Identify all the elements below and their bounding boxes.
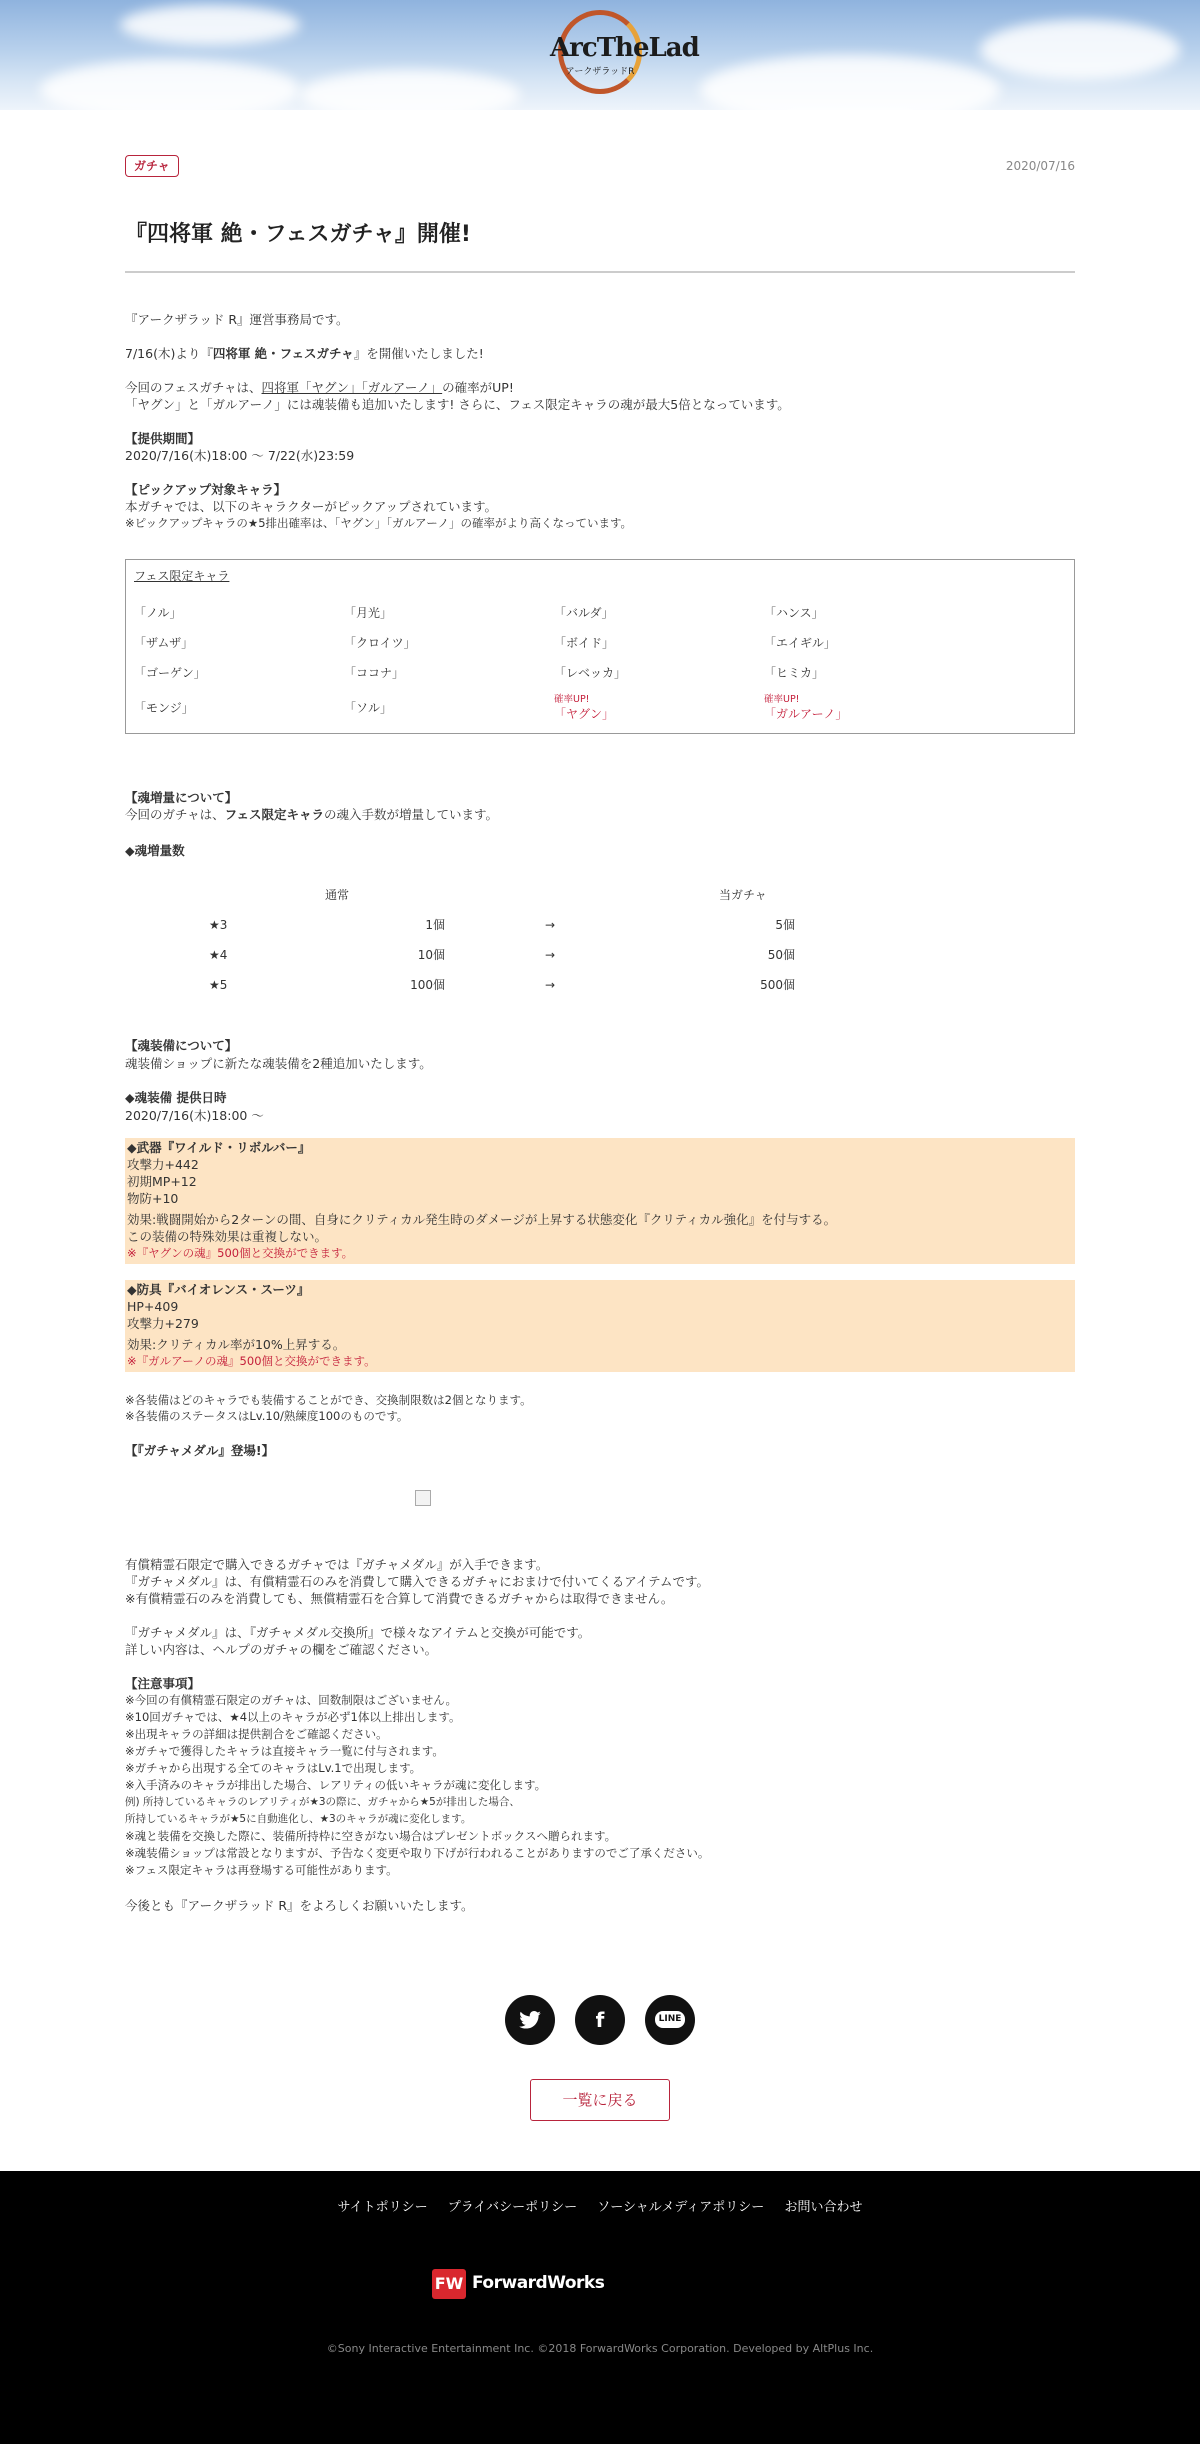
caution-heading: 【注意事項】 <box>125 1675 201 1691</box>
pickup-char: 「レベッカ」 <box>554 666 627 681</box>
twitter-share-button[interactable] <box>505 1995 555 2045</box>
pickup-section <box>125 481 1075 532</box>
footer <box>0 2171 1200 2444</box>
normal-count: 10個 <box>417 948 445 963</box>
soul-table-row <box>125 947 1075 977</box>
caution-item: ※今回の有償精霊石限定のガチャは、回数制限はございません。 <box>125 1693 457 1708</box>
equip-footnotes <box>125 1392 1075 1424</box>
pickup-char: 「ゴーゲン」 <box>134 666 206 681</box>
gacha-count: 5個 <box>775 918 795 933</box>
forwardworks-text: ForwardWorks <box>472 2272 605 2293</box>
armor-effect: 効果:クリティカル率が10%上昇する。 <box>127 1337 346 1353</box>
broken-image-icon <box>415 1490 431 1506</box>
rate-up-line2: 「ヤグン」と「ガルアーノ」には魂装備も追加いたします! さらに、フェス限定キャラの魂が最大5倍となっています。 <box>125 396 790 412</box>
armor-stat: 攻撃力+279 <box>127 1316 199 1332</box>
soul-table-row <box>125 917 1075 947</box>
medal-line: 『ガチャメダル』は、『ガチャメダル交換所』で様々なアイテムと交換が可能です。 <box>125 1624 591 1640</box>
soul-heading: 【魂増量について】 <box>125 789 238 805</box>
col-normal: 通常 <box>325 888 350 903</box>
soul-table-header <box>125 887 1075 917</box>
pickup-char: 「ハンス」 <box>764 606 824 621</box>
logo-text: ArcTheLad <box>550 33 699 63</box>
weapon-exchange-note: ※『ヤグンの魂』500個と交換ができます。 <box>127 1246 354 1261</box>
armor-exchange-note: ※『ガルアーノの魂』500個と交換ができます。 <box>127 1354 376 1369</box>
caution-section <box>125 1675 1075 1915</box>
forwardworks-mark-icon: FW <box>432 2269 466 2299</box>
equip-section <box>125 1037 1075 1424</box>
pickup-char: 「ノル」 <box>134 606 182 621</box>
pickup-char: 「ヒミカ」 <box>764 666 825 681</box>
facebook-icon: f <box>595 2007 605 2032</box>
arrow-icon: → <box>545 978 556 993</box>
pickup-char: 「バルダ」 <box>554 606 614 621</box>
share-buttons <box>125 1995 1075 2045</box>
cloud-decoration <box>700 55 1000 110</box>
weapon-stat: 攻撃力+442 <box>127 1157 199 1173</box>
greeting: 『アークザラッド R』運営事務局です。 <box>125 311 349 327</box>
pickup-grid <box>134 599 1066 729</box>
line-share-button[interactable] <box>645 1995 695 2045</box>
equip-heading: 【魂装備について】 <box>125 1038 238 1054</box>
forwardworks-logo[interactable] <box>432 2269 604 2299</box>
pickup-char: 「エイギル」 <box>764 636 836 651</box>
text-span: 』を開催いたしました! <box>353 345 484 361</box>
caution-item: ※入手済みのキャラが排出した場合、レアリティの低いキャラが魂に変化します。 <box>125 1778 547 1793</box>
soul-section <box>125 789 1075 1008</box>
medal-section <box>125 1442 1075 1658</box>
pickup-char: 「ココナ」 <box>344 666 405 681</box>
caution-item: 所持しているキャラが★5に自動進化し、★3のキャラが魂に変化します。 <box>125 1813 472 1826</box>
period-heading: 【提供期間】 <box>125 430 201 446</box>
weapon-effect: 効果:戦闘開始から2ターンの間、自身にクリティカル発生時のダメージが上昇する状態変化『クリティカル強化』を付与する。 <box>127 1212 837 1228</box>
caution-item: ※魂装備ショップは常設となりますが、予告なく変更や取り下げが行われることがありますのでご了承ください。 <box>125 1846 710 1861</box>
medal-heading: 【『ガチャメダル』登場!】 <box>125 1443 275 1459</box>
caution-list <box>125 1692 1075 1879</box>
line-icon: LINE <box>655 2011 686 2028</box>
text-span: 今回のガチャは、 <box>125 807 225 823</box>
fes-limited-label: フェス限定キャラ <box>224 807 325 823</box>
cloud-decoration <box>120 5 300 45</box>
site-logo[interactable] <box>550 8 699 102</box>
weapon-effect-note: この装備の特殊効果は重複しない。 <box>127 1229 328 1245</box>
text-span: 7/16(木)より『 <box>125 345 213 361</box>
armor-stat: HP+409 <box>127 1299 179 1315</box>
period-section <box>125 430 1075 464</box>
logo-subtext: アークザラッドR <box>565 67 635 77</box>
pickup-note: ※ピックアップキャラの★5排出確率は、「ヤグン」「ガルアーノ」の確率がより高くなっています。 <box>125 515 633 530</box>
normal-count: 1個 <box>425 918 445 933</box>
header-banner <box>0 0 1200 110</box>
rate-up-label: 確率UP! <box>554 694 590 706</box>
cloud-decoration <box>300 70 520 110</box>
twitter-icon <box>519 2011 541 2029</box>
pickup-char-rateup <box>554 689 764 729</box>
article-meta <box>125 155 1075 177</box>
arrow-icon: → <box>545 918 556 933</box>
equip-line: 魂装備ショップに新たな魂装備を2種追加いたします。 <box>125 1055 432 1071</box>
footer-link-social-media-policy[interactable]: ソーシャルメディアポリシー <box>597 2199 765 2215</box>
caution-item: ※10回ガチャでは、★4以上のキャラが必ず1体以上排出します。 <box>125 1710 461 1725</box>
back-wrap <box>125 2079 1075 2121</box>
rate-up-text <box>125 379 1075 413</box>
weapon-stat: 初期MP+12 <box>127 1174 197 1190</box>
pickup-char: 「クロイツ」 <box>344 636 416 651</box>
col-gacha: 当ガチャ <box>719 888 767 903</box>
rate-up-label: 確率UP! <box>764 694 800 706</box>
rarity: ★3 <box>209 918 228 933</box>
medal-line: 『ガチャメダル』は、有償精霊石のみを消費して購入できるガチャにおまけで付いてくるアイテムです。 <box>125 1573 710 1589</box>
equip-date-heading: ◆魂装備 提供日時 <box>125 1090 227 1106</box>
pickup-box <box>125 559 1075 734</box>
pickup-char: 「モンジ」 <box>134 701 194 716</box>
pickup-char-rateup <box>764 689 974 729</box>
article <box>125 110 1075 2121</box>
soul-table-row <box>125 977 1075 1007</box>
rate-up-link[interactable]: 四将軍「ヤグン」「ガルアーノ」 <box>261 379 443 395</box>
caution-item: 例) 所持しているキャラのレアリティが★3の際に、ガチャから★5が排出した場合、 <box>125 1796 520 1809</box>
rarity: ★4 <box>209 948 228 963</box>
footer-link-contact[interactable]: お問い合わせ <box>784 2199 863 2215</box>
pickup-char: 「ボイド」 <box>554 636 615 651</box>
rate-up-char: 「ヤグン」 <box>554 707 615 722</box>
footer-link-site-policy[interactable]: サイトポリシー <box>337 2199 428 2215</box>
pickup-box-title: フェス限定キャラ <box>134 568 230 583</box>
soul-table <box>125 887 1075 1007</box>
copyright: ©Sony Interactive Entertainment Inc. ©2018 ForwardWorks Corporation. Developed by AltPlus Inc. <box>326 2341 874 2355</box>
weapon-stat: 物防+10 <box>127 1191 179 1207</box>
closing-text: 今後とも『アークザラッド R』をよろしくお願いいたします。 <box>125 1898 474 1914</box>
caution-item: ※ガチャで獲得したキャラは直接キャラ一覧に付与されます。 <box>125 1744 444 1759</box>
cloud-decoration <box>40 60 300 110</box>
caution-item: ※出現キャラの詳細は提供割合をご確認ください。 <box>125 1727 388 1742</box>
pickup-char: 「ソル」 <box>344 701 393 716</box>
weapon-box <box>125 1138 1075 1264</box>
armor-title: ◆防具『バイオレンス・スーツ』 <box>127 1282 310 1298</box>
rarity: ★5 <box>209 978 228 993</box>
footer-links <box>0 2199 1200 2217</box>
cloud-decoration <box>980 20 1180 80</box>
article-body <box>125 311 1075 1915</box>
announce-text <box>125 345 1075 362</box>
pickup-heading: 【ピックアップ対象キャラ】 <box>125 481 287 497</box>
back-to-list-button[interactable]: 一覧に戻る <box>530 2079 670 2121</box>
article-date: 2020/07/16 <box>1005 159 1075 173</box>
pickup-char: 「月光」 <box>344 606 393 621</box>
facebook-share-button[interactable] <box>575 1995 625 2045</box>
text-span: の魂入手数が増量しています。 <box>324 807 499 823</box>
text-span: の確率がUP! <box>442 379 514 395</box>
caution-item: ※フェス限定キャラは再登場する可能性があります。 <box>125 1863 398 1878</box>
weapon-title: ◆武器『ワイルド・リボルバー』 <box>127 1140 311 1156</box>
equip-footnote: ※各装備はどのキャラでも装備することができ、交換制限数は2個となります。 <box>125 1393 532 1408</box>
gacha-name: 四将軍 絶・フェスガチャ <box>212 345 354 361</box>
gacha-count: 500個 <box>760 978 795 993</box>
pickup-line: 本ガチャでは、以下のキャラクターがピックアップされています。 <box>125 498 498 514</box>
caution-item: ※ガチャから出現する全てのキャラはLv.1で出現します。 <box>125 1761 422 1776</box>
armor-box <box>125 1280 1075 1372</box>
medal-text-2 <box>125 1624 1075 1658</box>
normal-count: 100個 <box>410 978 445 993</box>
medal-line: ※有償精霊石のみを消費しても、無償精霊石を合算して消費できるガチャからは取得できません。 <box>125 1590 674 1606</box>
caution-item: ※魂と装備を交換した際に、装備所持枠に空きがない場合はプレゼントボックスへ贈られます。 <box>125 1829 617 1844</box>
arrow-icon: → <box>545 948 556 963</box>
rate-up-char: 「ガルアーノ」 <box>764 707 848 722</box>
equip-date-value: 2020/7/16(木)18:00 〜 <box>125 1107 264 1123</box>
article-title: 『四将軍 絶・フェスガチャ』開催! <box>125 220 1075 273</box>
category-badge: ガチャ <box>125 155 179 177</box>
period-value: 2020/7/16(木)18:00 〜 7/22(水)23:59 <box>125 447 355 463</box>
medal-line: 詳しい内容は、ヘルプのガチャの欄をご確認ください。 <box>125 1641 438 1657</box>
pickup-char: 「ザムザ」 <box>134 636 194 651</box>
medal-line: 有償精霊石限定で購入できるガチャでは『ガチャメダル』が入手できます。 <box>125 1556 549 1572</box>
medal-text <box>125 1556 1075 1607</box>
equip-footnote: ※各装備のステータスはLv.10/熟練度100のものです。 <box>125 1409 409 1424</box>
gacha-count: 50個 <box>767 948 795 963</box>
soul-sub-heading: ◆魂増量数 <box>125 842 185 858</box>
footer-link-privacy-policy[interactable]: プライバシーポリシー <box>447 2199 578 2215</box>
text-span: 今回のフェスガチャは、 <box>125 379 262 395</box>
